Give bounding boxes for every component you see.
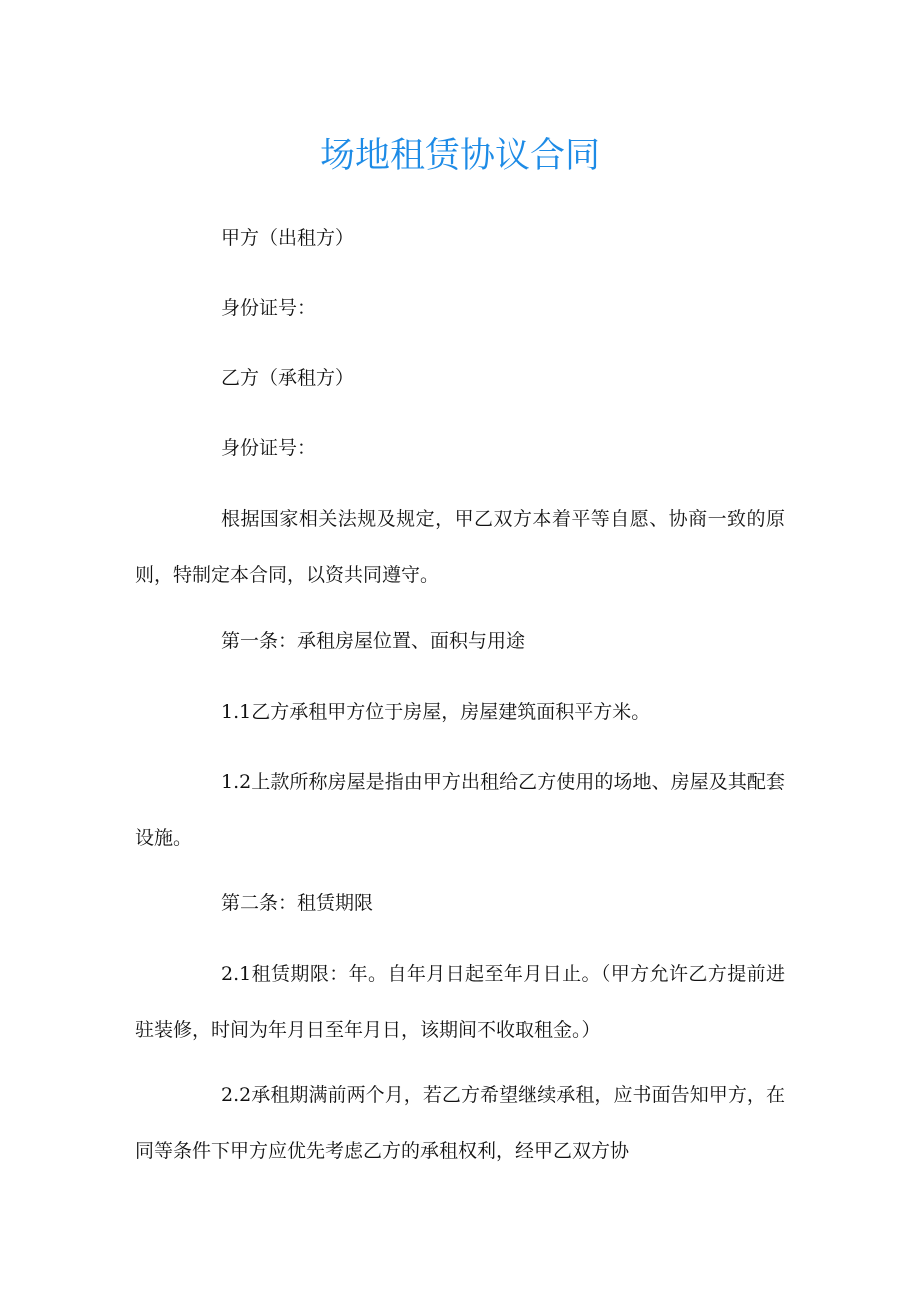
clause-1-1: 1.1乙方承租甲方位于房屋，房屋建筑面积平方米。: [221, 701, 651, 723]
preamble-paragraph: 根据国家相关法规及规定，甲乙双方本着平等自愿、协商一致的原则，特制定本合同，以资共同遵守。: [135, 508, 785, 586]
clause-2-2: 2.2承租期满前两个月，若乙方希望继续承租，应书面告知甲方，在同等条件下甲方应优先考虑乙方的承租权利，经甲乙双方协: [135, 1084, 785, 1162]
clause-1-2: 1.2上款所称房屋是指由甲方出租给乙方使用的场地、房屋及其配套设施。: [135, 771, 785, 849]
document-title: 场地租赁协议合同: [319, 136, 600, 176]
party-a-line: 甲方（出租方）: [221, 227, 355, 249]
article-2-heading: 第二条：租赁期限: [221, 892, 374, 914]
party-b-id-line: 身份证号：: [221, 437, 317, 459]
clause-2-1: 2.1租赁期限：年。自年月日起至年月日止。（甲方允许乙方提前进驻装修，时间为年月日至年月日，该期间不收取租金。）: [135, 963, 785, 1041]
article-1-heading: 第一条：承租房屋位置、面积与用途: [221, 630, 526, 652]
party-a-id-line: 身份证号：: [221, 297, 317, 319]
party-b-line: 乙方（承租方）: [221, 367, 355, 389]
